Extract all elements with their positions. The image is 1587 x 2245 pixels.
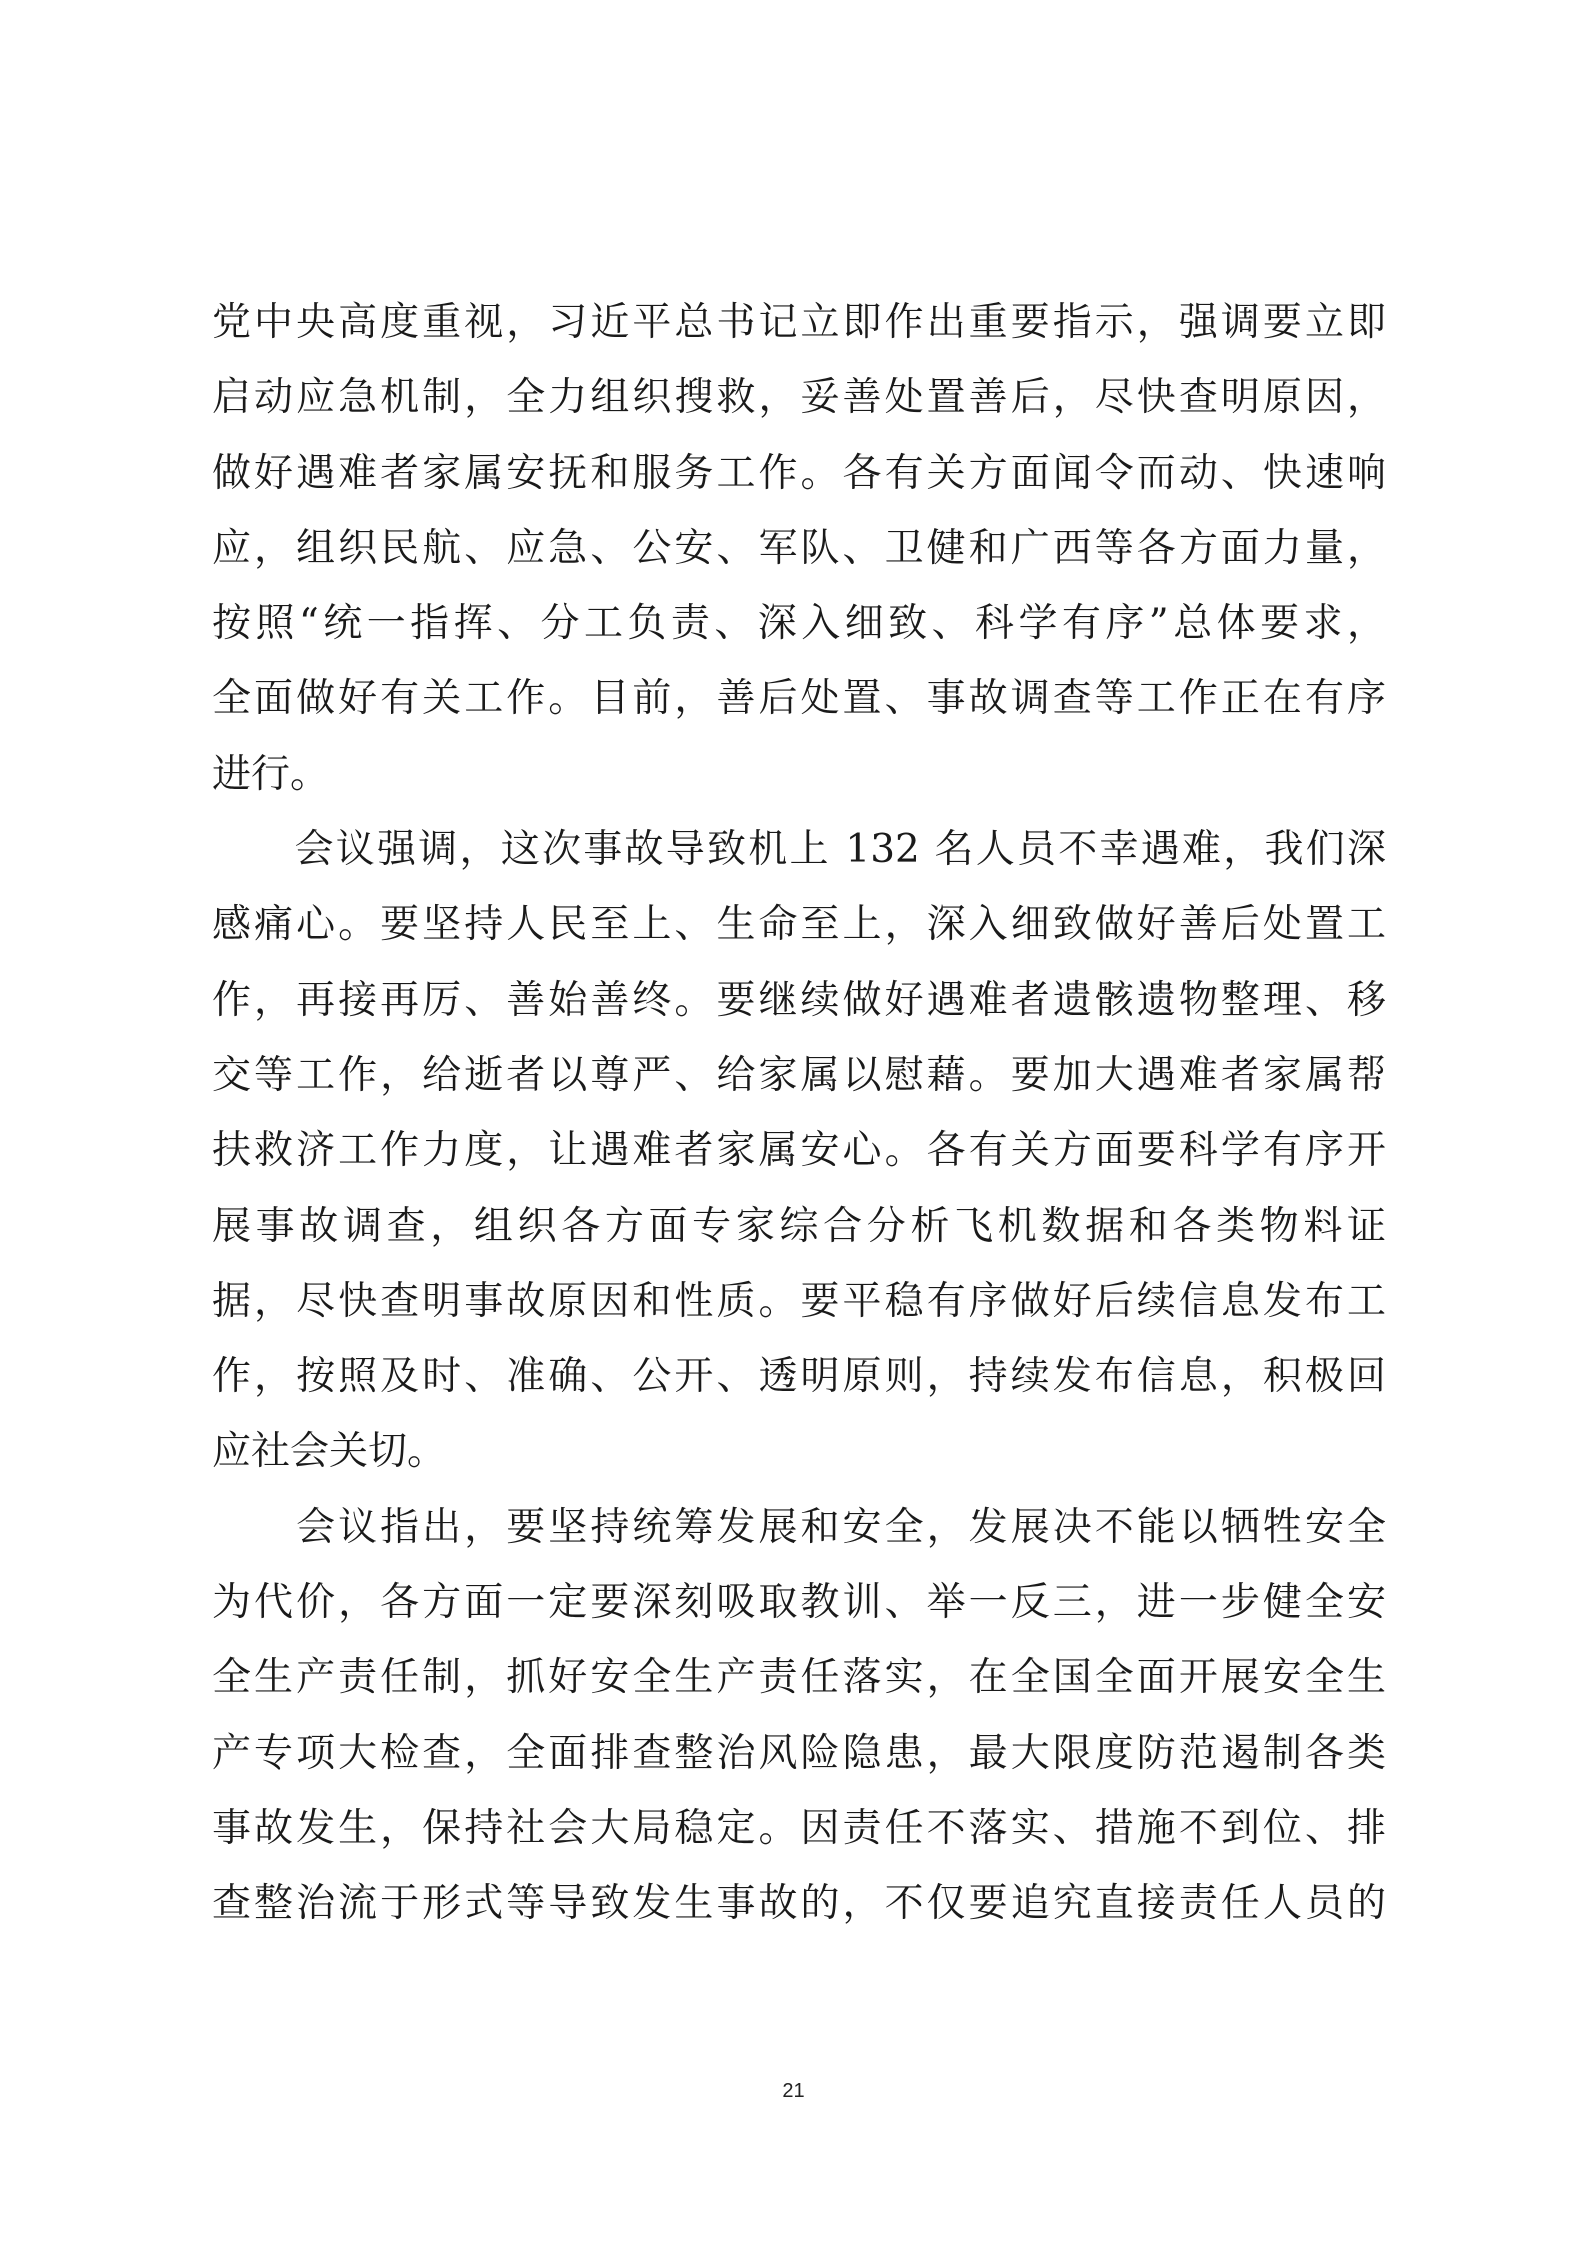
text-line: 扶救济工作力度，让遇难者家属安心。各有关方面要科学有序开	[212, 1128, 1386, 1174]
text-line: 全面做好有关工作。目前，善后处置、事故调查等工作正在有序	[212, 676, 1386, 722]
text-line: 应，组织民航、应急、公安、军队、卫健和广西等各方面力量，	[212, 525, 1386, 571]
text-line: 展事故调查，组织各方面专家综合分析飞机数据和各类物料证	[212, 1203, 1386, 1249]
page-number: 21	[782, 2080, 805, 2102]
text-line-paragraph-end: 应社会关切。	[212, 1429, 447, 1475]
text-line: 全生产责任制，抓好安全生产责任落实，在全国全面开展安全生	[212, 1655, 1386, 1701]
text-line: 产专项大检查，全面排查整治风险隐患，最大限度防范遏制各类	[212, 1730, 1386, 1776]
text-line: 做好遇难者家属安抚和服务工作。各有关方面闻令而动、快速响	[212, 450, 1386, 496]
text-line: 作，再接再厉、善始善终。要继续做好遇难者遗骸遗物整理、移	[212, 977, 1386, 1023]
text-line: 交等工作，给逝者以尊严、给家属以慰藉。要加大遇难者家属帮	[212, 1052, 1386, 1098]
body-text	[212, 285, 1386, 1942]
text-line: 按照“统一指挥、分工负责、深入细致、科学有序”总体要求，	[212, 601, 1386, 647]
text-line: 查整治流于形式等导致发生事故的，不仅要追究直接责任人员的	[212, 1881, 1386, 1927]
text-line: 为代价，各方面一定要深刻吸取教训、举一反三，进一步健全安	[212, 1580, 1386, 1626]
text-line: 党中央高度重视，习近平总书记立即作出重要指示，强调要立即	[212, 300, 1386, 345]
text-line: 事故发生，保持社会大局稳定。因责任不落实、措施不到位、排	[212, 1805, 1386, 1851]
text-line: 据，尽快查明事故原因和性质。要平稳有序做好后续信息发布工	[212, 1278, 1386, 1324]
text-line: 作，按照及时、准确、公开、透明原则，持续发布信息，积极回	[212, 1354, 1386, 1400]
text-line: 启动应急机制，全力组织搜救，妥善处置善后，尽快查明原因，	[212, 375, 1386, 421]
text-line-paragraph-start: 会议强调，这次事故导致机上 132 名人员不幸遇难，我们深	[212, 827, 1386, 873]
text-line-paragraph-end: 进行。	[212, 751, 330, 797]
text-line: 感痛心。要坚持人民至上、生命至上，深入细致做好善后处置工	[212, 902, 1386, 948]
text-line-paragraph-start: 会议指出，要坚持统筹发展和安全，发展决不能以牺牲安全	[212, 1504, 1386, 1550]
